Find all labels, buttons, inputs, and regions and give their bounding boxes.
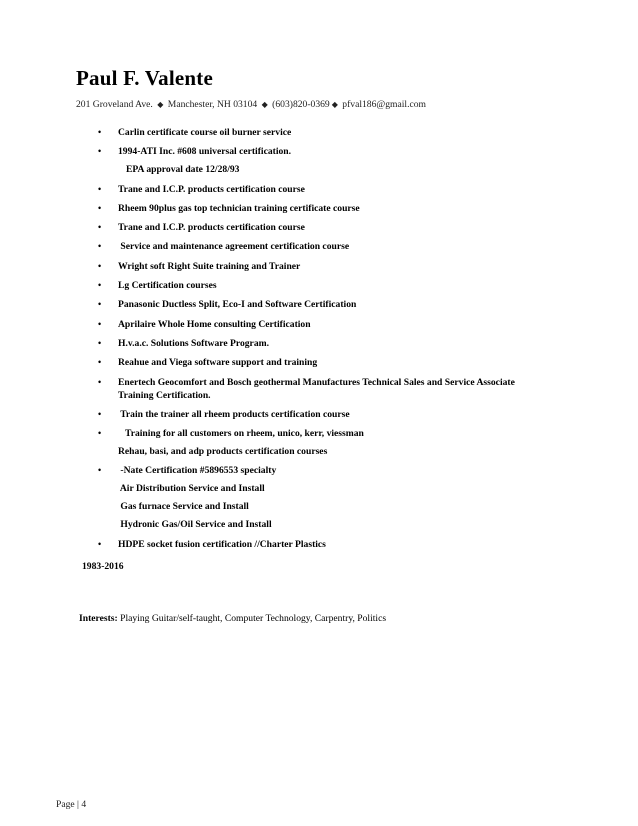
- address: 201 Groveland Ave.: [76, 99, 153, 110]
- certification-text: Enertech Geocomfort and Bosch geothermal Manufactures Technical Sales and Service Associate: [118, 376, 515, 388]
- certification-item: [76, 279, 566, 292]
- bullet-icon: •: [98, 183, 102, 194]
- certification-subline: Gas furnace Service and Install: [118, 501, 249, 513]
- resume-name: Paul F. Valente: [76, 66, 213, 90]
- diamond-separator-icon: ◆: [261, 100, 268, 109]
- certification-item: [76, 298, 566, 311]
- certification-text: Panasonic Ductless Split, Eco-I and Software Certification: [118, 299, 357, 311]
- certification-item: [76, 318, 566, 331]
- diamond-separator-icon: ◆: [157, 100, 164, 109]
- certification-item: [76, 464, 566, 531]
- certification-subline: Hydronic Gas/Oil Service and Install: [118, 519, 272, 531]
- bullet-icon: •: [98, 337, 102, 348]
- interests-label: Interests:: [79, 613, 118, 624]
- certification-continuation: Training Certification.: [118, 389, 211, 401]
- certification-item: [76, 408, 566, 421]
- certification-subline: Rehau, basi, and adp products certification courses: [118, 446, 328, 458]
- bullet-icon: •: [98, 222, 102, 233]
- diamond-separator-icon: ◆: [331, 100, 338, 109]
- certification-text: HDPE socket fusion certification //Charter Plastics: [118, 538, 326, 550]
- certification-item: [76, 356, 566, 369]
- certification-item: [76, 145, 566, 176]
- bullet-icon: •: [98, 408, 102, 419]
- bullet-icon: •: [98, 146, 102, 157]
- certification-item: [76, 240, 566, 253]
- bullet-icon: •: [98, 299, 102, 310]
- certification-text: Aprilaire Whole Home consulting Certification: [118, 318, 311, 330]
- certification-item: [76, 260, 566, 273]
- bullet-icon: •: [98, 127, 102, 137]
- interests-line: [79, 613, 386, 624]
- bullet-icon: •: [98, 318, 102, 329]
- page-footer: Page | 4: [56, 799, 87, 810]
- certification-text: 1994-ATI Inc. #608 universal certification.: [118, 146, 292, 158]
- certification-item: [76, 202, 566, 215]
- certification-text: Reahue and Viega software support and training: [118, 357, 318, 369]
- certification-item: [76, 427, 566, 458]
- certification-item: [76, 376, 566, 402]
- bullet-icon: •: [98, 357, 102, 368]
- certification-text: Service and maintenance agreement certification course: [118, 241, 350, 253]
- certification-item: [76, 126, 566, 139]
- contact-line: [76, 99, 426, 110]
- certification-text: H.v.a.c. Solutions Software Program.: [118, 337, 270, 349]
- certification-item: [76, 337, 566, 350]
- certification-text: Training for all customers on rheem, unico, kerr, viessman: [118, 428, 364, 440]
- bullet-icon: •: [98, 241, 102, 252]
- certification-list: [76, 126, 566, 557]
- bullet-icon: •: [98, 538, 102, 549]
- certification-item: [76, 221, 566, 234]
- bullet-icon: •: [98, 465, 102, 476]
- email: pfval186@gmail.com: [342, 99, 426, 110]
- bullet-icon: •: [98, 428, 102, 439]
- certification-text: Wright soft Right Suite training and Trainer: [118, 260, 301, 272]
- certification-subline: Air Distribution Service and Install: [118, 483, 265, 495]
- certification-item: [76, 538, 566, 551]
- years-range: 1983-2016: [82, 561, 124, 572]
- interests-text: Playing Guitar/self-taught, Computer Technology, Carpentry, Politics: [117, 613, 387, 624]
- certification-text: Lg Certification courses: [118, 280, 217, 292]
- bullet-icon: •: [98, 376, 102, 387]
- certification-text: Train the trainer all rheem products certification course: [118, 408, 350, 420]
- certification-text: Rheem 90plus gas top technician training certificate course: [118, 202, 360, 214]
- certification-item: [76, 183, 566, 196]
- bullet-icon: •: [98, 280, 102, 291]
- certification-text: Carlin certificate course oil burner service: [118, 127, 292, 138]
- bullet-icon: •: [98, 260, 102, 271]
- bullet-icon: •: [98, 202, 102, 213]
- certification-text: Trane and I.C.P. products certification course: [118, 183, 305, 195]
- city: Manchester, NH 03104: [167, 99, 258, 110]
- certification-subline: EPA approval date 12/28/93: [126, 164, 240, 176]
- phone: (603)820-0369: [272, 99, 330, 110]
- certification-text: -Nate Certification #5896553 specialty: [118, 465, 277, 477]
- certification-text: Trane and I.C.P. products certification course: [118, 222, 305, 234]
